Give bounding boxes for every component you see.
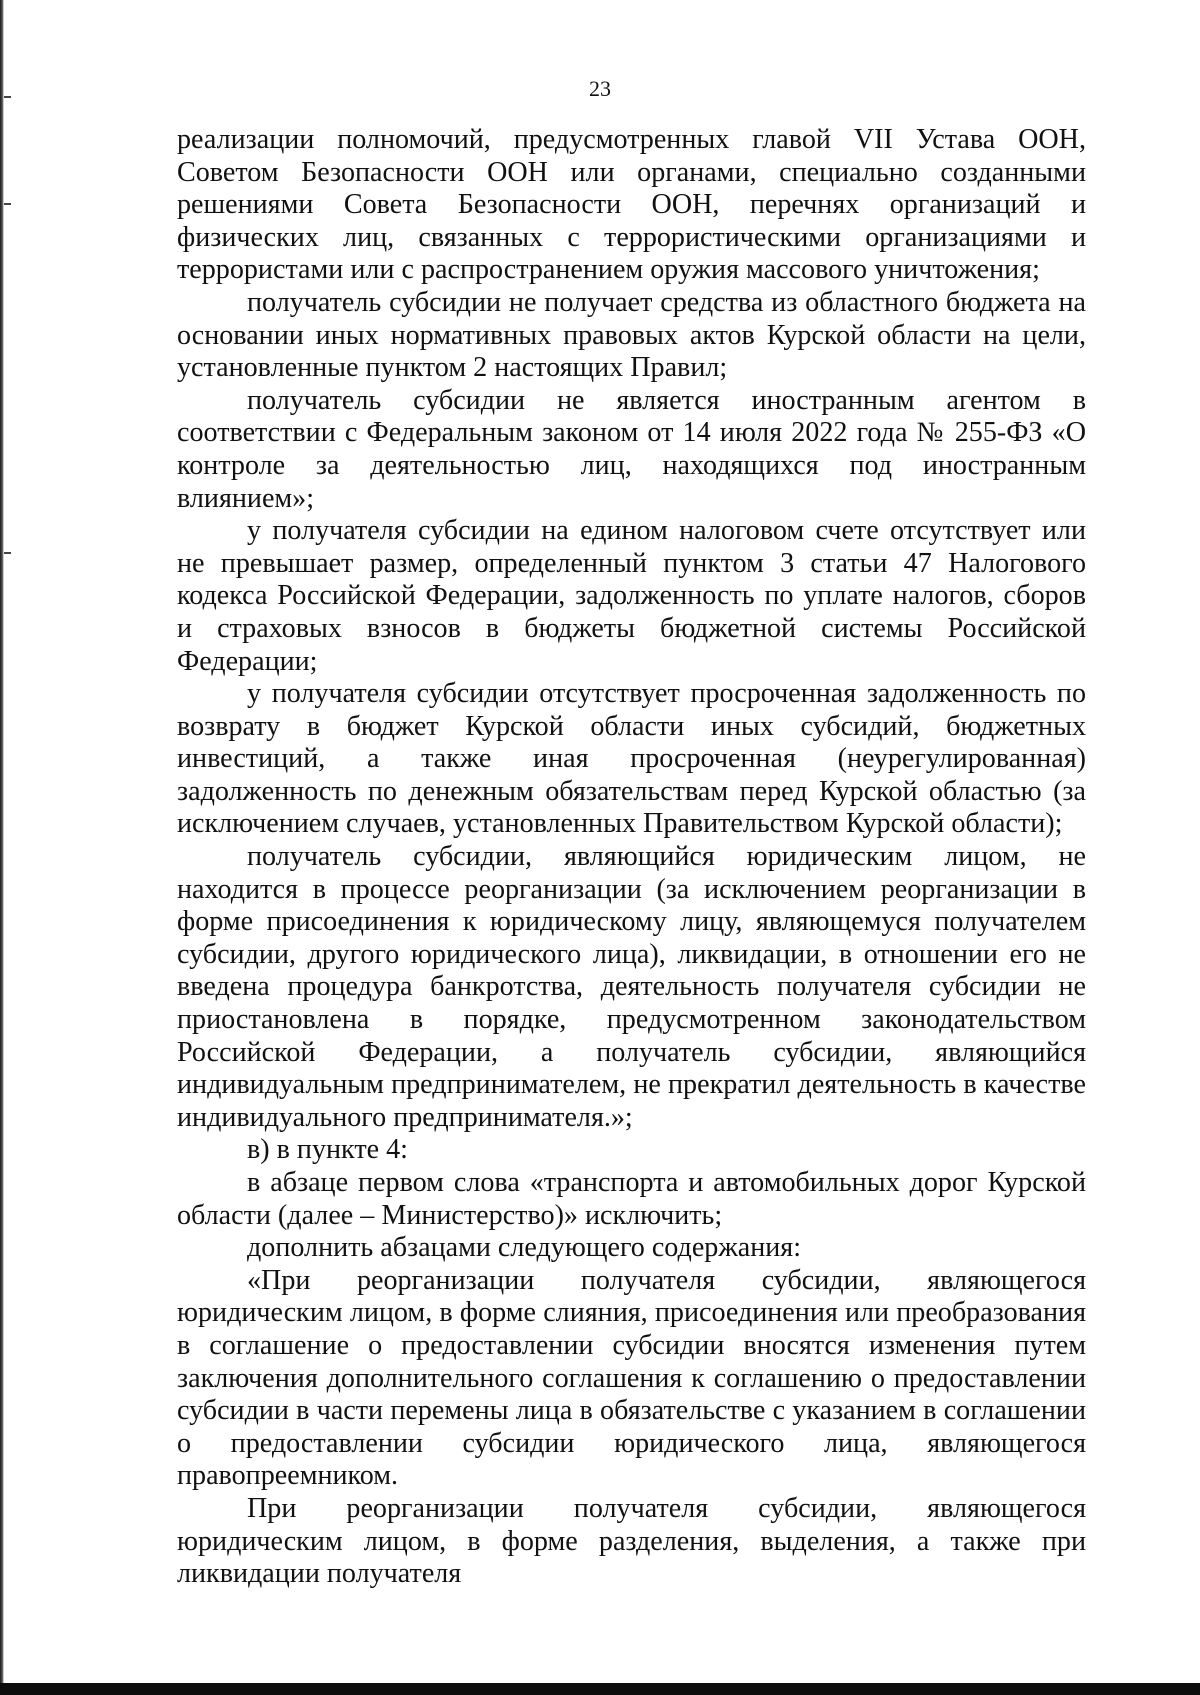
paragraph-add-abzats: дополнить абзацами следующего содержания: — [247, 1232, 802, 1264]
scan-artifact-mark — [4, 552, 11, 554]
paragraph-merger-reorganization: «При реорганизации получателя субсидии, являющегося юридическим лицом, в форме слияния, присоединения или преобразования в соглашение о предоставлении субсидии вносятся изменения путем заключения дополнительного соглашения к соглашению о предоставлении субсидии в части перемены лица в обязательстве с указанием в соглашении о предоставлении субсидии юридического лица, являющегося правопреемником. — [177, 1264, 1086, 1492]
paragraph-no-tax-debt: у получателя субсидии на едином налоговом счете отсутствует или не превышает размер, определенный пунктом 3 статьи 47 Налогового кодекса Российской Федерации, задолженность по уплате налогов, сборов и страховых взносов в бюджеты бюджетной системы Российской Федерации; — [177, 515, 1086, 677]
paragraph-not-reorganizing: получатель субсидии, являющийся юридическим лицом, не находится в процессе реорганизации (за исключением реорганизации в форме присоединения к юридическому лицу, являющемуся получателем субсидии, другого юридического лица), ликвидации, в отношении его не введена процедура банкротства, деятельность получателя субсидии не приостановлена в порядке, предусмотренном законодательством Российской Федерации, а получатель субсидии, являющийся индивидуальным предпринимателем, не прекратил деятельность в качестве индивидуального предпринимателя.»; — [177, 841, 1086, 1133]
paragraph-sanctions-lists: реализации полномочий, предусмотренных главой VII Устава ООН, Советом Безопасности ООН или органами, специально созданными решениями Совета Безопасности ООН, перечнях организаций и физических лиц, связанных с террористическими организациями и террористами или с распространением оружия массового уничтожения; — [177, 124, 1086, 286]
scan-bottom-edge — [0, 1683, 1200, 1695]
scan-artifact-mark — [4, 203, 11, 205]
page-number: 23 — [589, 76, 611, 101]
paragraph-clause-4: в) в пункте 4: — [247, 1134, 408, 1166]
paragraph-division-reorganization: При реорганизации получателя субсидии, являющегося юридическим лицом, в форме разделения, выделения, а также при ликвидации получателя — [177, 1492, 1086, 1590]
paragraph-first-abzats: в абзаце первом слова «транспорта и автомобильных дорог Курской области (далее – Министерство)» исключить; — [177, 1167, 1086, 1231]
paragraph-no-other-funds: получатель субсидии не получает средства из областного бюджета на основании иных нормативных правовых актов Курской области на цели, установленные пунктом 2 настоящих Правил; — [177, 286, 1086, 384]
paragraph-no-overdue-debt: у получателя субсидии отсутствует просроченная задолженность по возврату в бюджет Курской области иных субсидий, бюджетных инвестиций, а также иная просроченная (неурегулированная) задолженность по денежным обязательствам перед Курской областью (за исключением случаев, установленных Правительством Курской области); — [177, 678, 1086, 840]
document-body — [177, 124, 1086, 1591]
scan-left-edge — [0, 0, 4, 1695]
paragraph-not-foreign-agent: получатель субсидии не является иностранным агентом в соответствии с Федеральным законом от 14 июля 2022 года № 255-ФЗ «О контроле за деятельностью лиц, находящихся под иностранным влиянием»; — [177, 384, 1086, 514]
